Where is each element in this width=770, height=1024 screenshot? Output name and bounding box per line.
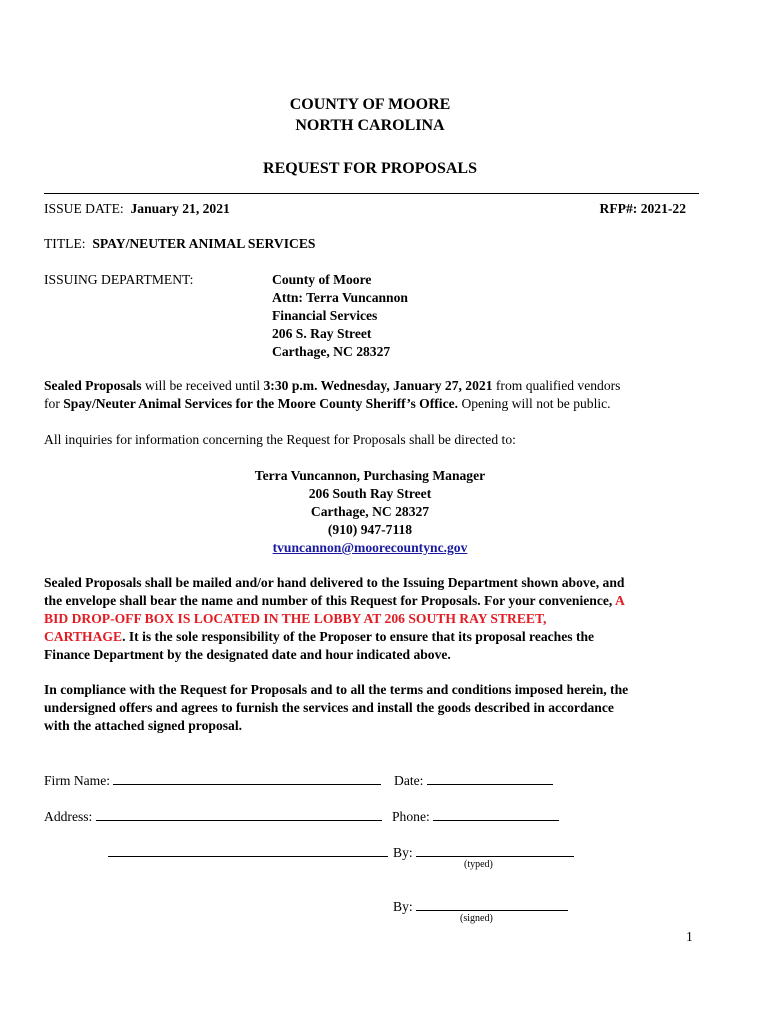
para1-text: will be received until — [141, 378, 264, 393]
contact-city: Carthage, NC 28327 — [310, 504, 430, 519]
para3-line: Finance Department by the designated date and hour indicated above. — [44, 647, 451, 662]
dept-line: Financial Services — [272, 308, 378, 323]
rfp-number — [560, 200, 686, 218]
para1-text: Opening will not be public. — [458, 396, 611, 411]
para3-red-text: BID DROP-OFF BOX IS LOCATED IN THE LOBBY AT 206 SOUTH RAY STREET, — [44, 611, 547, 626]
dept-line: 206 S. Ray Street — [272, 326, 372, 341]
title-value: SPAY/NEUTER ANIMAL SERVICES — [92, 236, 316, 251]
date-field[interactable] — [427, 770, 553, 785]
header-state: NORTH CAROLINA — [295, 117, 445, 134]
address-line-2-field[interactable] — [108, 842, 388, 857]
contact-phone: (910) 947-7118 — [327, 522, 413, 537]
by-typed-field[interactable] — [416, 842, 574, 857]
page-number: 1 — [686, 929, 693, 944]
phone-row — [392, 806, 559, 826]
issue-date-label: ISSUE DATE: — [44, 201, 124, 216]
title-label: TITLE: — [44, 236, 86, 251]
phone-label: Phone: — [392, 809, 430, 824]
address-row — [44, 806, 382, 826]
by-label: By: — [393, 845, 413, 860]
contact-street: 206 South Ray Street — [308, 486, 432, 501]
para4-line: In compliance with the Request for Proposals and to all the terms and conditions imposed herein, the — [44, 682, 629, 697]
para4-line: with the attached signed proposal. — [44, 718, 243, 733]
dept-line: County of Moore — [272, 272, 372, 287]
date-row — [394, 770, 553, 790]
para3-line: the envelope shall bear the name and number of this Request for Proposals. For your convenience, — [44, 593, 615, 608]
contact-name: Terra Vuncannon, Purchasing Manager — [254, 468, 486, 483]
compliance-paragraph — [44, 681, 724, 735]
dept-line: Carthage, NC 28327 — [272, 344, 391, 359]
title-row — [44, 235, 315, 253]
rfp-value: 2021-22 — [640, 201, 686, 216]
sealed-proposals-paragraph — [44, 377, 704, 413]
dept-address — [272, 271, 408, 361]
address-label: Address: — [44, 809, 93, 824]
para1-text: from qualified vendors — [492, 378, 621, 393]
firm-name-row — [44, 770, 381, 790]
by-label: By: — [393, 899, 413, 914]
header-divider — [44, 193, 699, 194]
para1-text: for — [44, 396, 64, 411]
phone-field[interactable] — [433, 806, 559, 821]
address-field[interactable] — [96, 806, 382, 821]
extra-address-row — [108, 842, 388, 862]
dept-line: Attn: Terra Vuncannon — [272, 290, 408, 305]
para3-line: . It is the sole responsibility of the Proposer to ensure that its proposal reaches the — [122, 629, 595, 644]
date-label: Date: — [394, 773, 424, 788]
signed-caption: (signed) — [460, 913, 493, 924]
firm-name-field[interactable] — [113, 770, 381, 785]
contact-email-link[interactable]: tvuncannon@moorecountync.gov — [272, 540, 468, 555]
contact-block — [0, 467, 740, 557]
issue-date-row — [44, 200, 230, 218]
header-rfp-title: REQUEST FOR PROPOSALS — [263, 160, 477, 177]
rfp-label: RFP#: — [599, 201, 638, 216]
para3-line: Sealed Proposals shall be mailed and/or hand delivered to the Issuing Department shown above, and — [44, 575, 625, 590]
inquiries-paragraph: All inquiries for information concerning the Request for Proposals shall be directed to: — [44, 432, 516, 447]
typed-caption: (typed) — [464, 859, 493, 870]
by-signed-field[interactable] — [416, 896, 568, 911]
delivery-paragraph — [44, 574, 724, 664]
para1-sealed: Sealed Proposals — [44, 378, 142, 393]
para1-deadline: 3:30 p.m. Wednesday, January 27, 2021 — [263, 378, 493, 393]
para3-red-text: CARTHAGE — [44, 629, 123, 644]
para1-service: Spay/Neuter Animal Services for the Moore County Sheriff’s Office. — [63, 396, 459, 411]
para3-red-text: A — [614, 593, 625, 608]
dept-label: ISSUING DEPARTMENT: — [44, 272, 194, 287]
header-county: COUNTY OF MOORE — [289, 96, 451, 113]
para4-line: undersigned offers and agrees to furnish the services and install the goods described in accordance — [44, 700, 614, 715]
issue-date-value: January 21, 2021 — [130, 201, 230, 216]
firm-name-label: Firm Name: — [44, 773, 111, 788]
